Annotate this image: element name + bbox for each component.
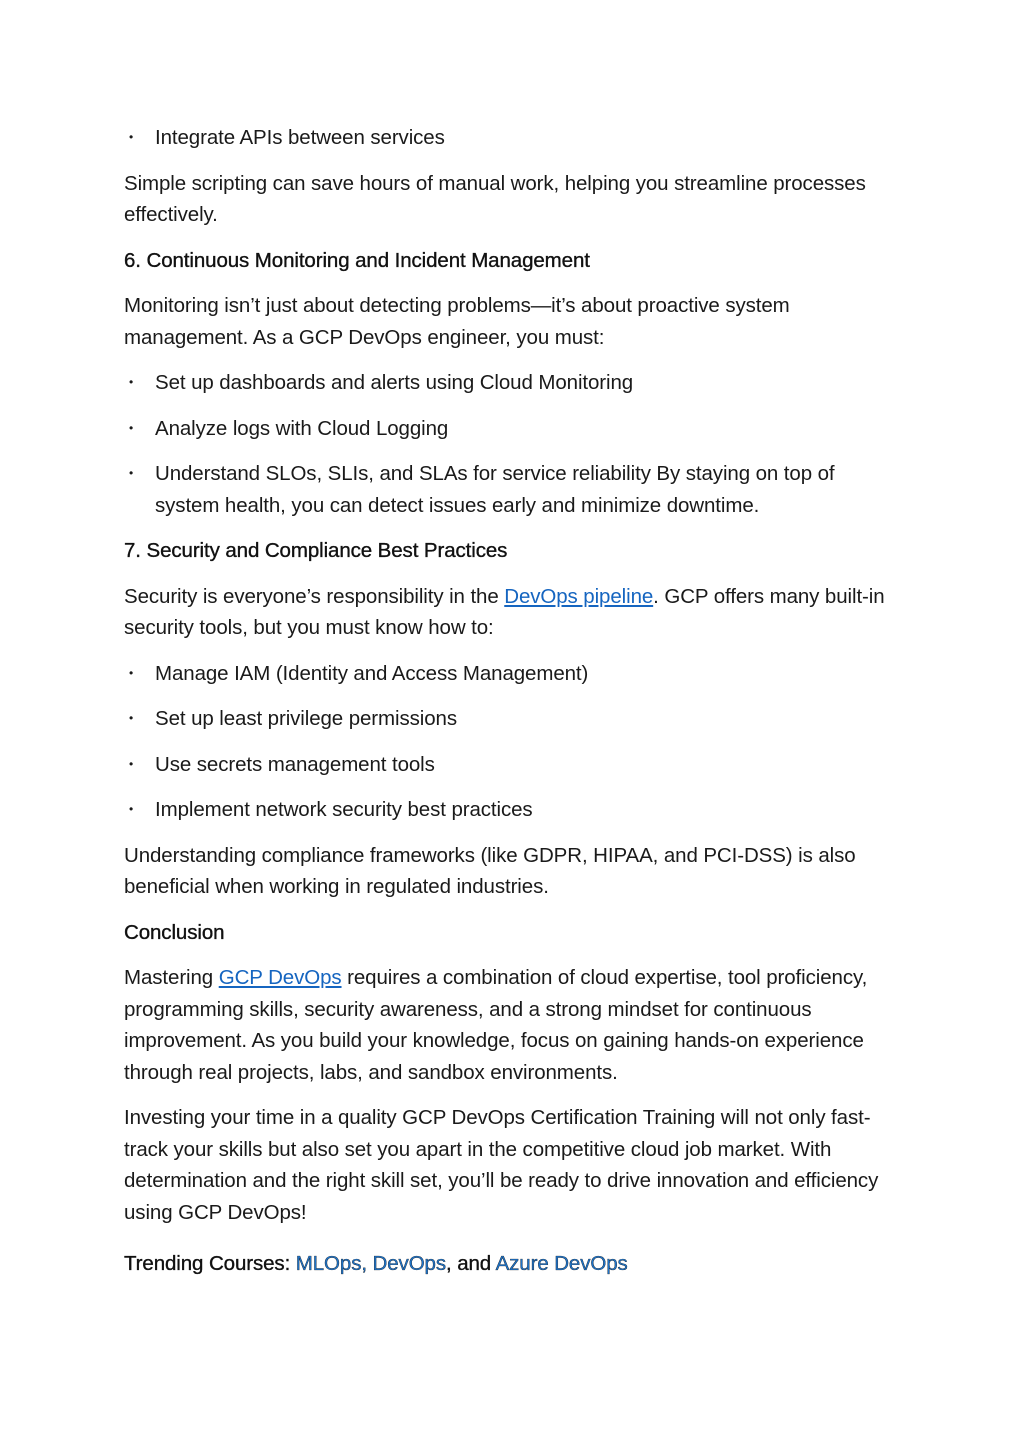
list-item-text: Set up least privilege permissions bbox=[155, 707, 457, 730]
trending-label: Trending Courses: bbox=[124, 1252, 296, 1275]
devops-pipeline-link[interactable]: DevOps pipeline bbox=[504, 584, 654, 608]
section-7-heading: 7. Security and Compliance Best Practices bbox=[124, 539, 508, 562]
bullet-icon: • bbox=[128, 130, 134, 144]
document-page bbox=[124, 122, 904, 1294]
list-item-text: Set up dashboards and alerts using Cloud Monitoring bbox=[155, 371, 634, 394]
bullet-icon: • bbox=[128, 802, 134, 816]
section-7-closing: Understanding compliance frameworks (like GDPR, HIPAA, and PCI-DSS) is also beneficial when working in regulated industries. bbox=[124, 843, 856, 898]
section-7-intro-text: Security is everyone’s responsibility in the bbox=[124, 584, 505, 608]
list-item bbox=[124, 703, 904, 735]
section-7-intro-text-end: . GCP offers many built-in security tools, but you must know how to: bbox=[124, 584, 885, 639]
conclusion-text-end: requires a combination of cloud expertise, tool proficiency, programming skills, security awareness, and a strong mindset for continuous improvement. As you build your knowledge, focus on gaining hands-on experience through real projects, labs, and sandbox environments. bbox=[124, 966, 868, 1084]
trending-courses bbox=[124, 1248, 904, 1280]
list-item bbox=[124, 122, 904, 154]
conclusion-paragraph-1 bbox=[124, 962, 904, 1088]
section-6-bullet-list bbox=[124, 367, 904, 521]
bullet-icon: • bbox=[128, 466, 134, 480]
conclusion-paragraph-2: Investing your time in a quality GCP DevOps Certification Training will not only fast-track your skills but also set you apart in the competitive cloud job market. With determination and the right skill set, you’ll be ready to drive innovation and efficiency using GCP DevOps! bbox=[124, 1106, 879, 1224]
list-item-text: Understand SLOs, SLIs, and SLAs for service reliability By staying on top of system health, you can detect issues early and minimize downtime. bbox=[155, 462, 835, 517]
bullet-icon: • bbox=[128, 665, 134, 680]
conclusion-text-start: Mastering bbox=[124, 966, 219, 989]
conclusion-heading: Conclusion bbox=[124, 920, 225, 944]
list-item bbox=[124, 658, 904, 690]
intro-bullet-list bbox=[124, 122, 904, 154]
list-item bbox=[124, 749, 904, 781]
scripting-paragraph: Simple scripting can save hours of manual work, helping you streamline processes effectively. bbox=[124, 171, 866, 226]
section-6-intro: Monitoring isn’t just about detecting problems—it’s about proactive system management. As a GCP DevOps engineer, you must: bbox=[124, 294, 790, 349]
section-6-heading: 6. Continuous Monitoring and Incident Management bbox=[124, 248, 590, 272]
bullet-icon: • bbox=[128, 375, 134, 389]
gcp-devops-link[interactable]: GCP DevOps bbox=[218, 966, 342, 989]
azure-devops-link[interactable]: Azure DevOps bbox=[495, 1252, 628, 1275]
trending-separator: , and bbox=[446, 1252, 496, 1275]
bullet-icon: • bbox=[128, 420, 134, 435]
bullet-icon: • bbox=[128, 756, 134, 771]
list-item-text: Manage IAM (Identity and Access Management) bbox=[155, 661, 589, 685]
list-item-text: Implement network security best practices bbox=[155, 798, 533, 821]
list-item bbox=[124, 413, 904, 445]
list-item bbox=[124, 794, 904, 826]
list-item-text: Integrate APIs between services bbox=[155, 126, 445, 149]
bullet-icon: • bbox=[128, 711, 134, 725]
list-item bbox=[124, 458, 904, 521]
section-7-intro bbox=[124, 581, 904, 644]
section-7-bullet-list bbox=[124, 658, 904, 826]
list-item-text: Analyze logs with Cloud Logging bbox=[155, 416, 449, 440]
mlops-devops-link[interactable]: MLOps, DevOps bbox=[295, 1252, 446, 1275]
list-item bbox=[124, 367, 904, 399]
list-item-text: Use secrets management tools bbox=[155, 752, 435, 776]
